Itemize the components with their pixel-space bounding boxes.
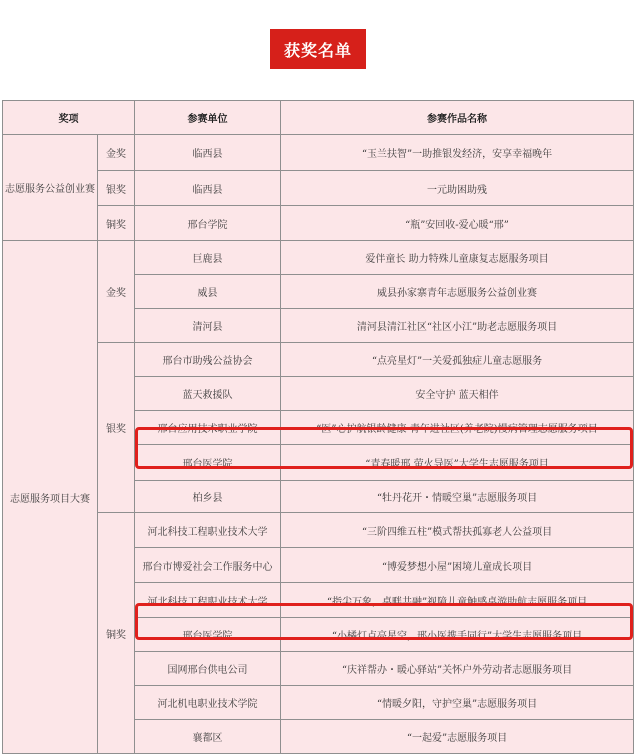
table-body <box>3 135 634 754</box>
work-cell: “庆祥帮办・暖心驿站”关怀户外劳动者志愿服务项目 <box>281 652 634 686</box>
work-cell: “瓶”安回收-爱心暖“邢” <box>281 206 634 241</box>
work-cell: 一元助困助残 <box>281 171 634 206</box>
unit-cell: 柏乡县 <box>135 481 281 513</box>
table-row <box>3 135 634 171</box>
award-level-cell: 铜奖 <box>98 513 135 754</box>
award-level-cell: 银奖 <box>98 171 135 206</box>
unit-cell: 河北机电职业技术学院 <box>135 686 281 720</box>
unit-cell: 临西县 <box>135 171 281 206</box>
work-cell: 清河县清江社区“社区小江”助老志愿服务项目 <box>281 309 634 343</box>
unit-cell: 河北科技工程职业技术大学 <box>135 583 281 618</box>
unit-cell: 蓝天救援队 <box>135 377 281 411</box>
work-cell: “指尖万象，桌畔共融”视障儿童触感桌游助航志愿服务项目 <box>281 583 634 618</box>
work-cell: “博爱梦想小屋”困境儿童成长项目 <box>281 548 634 583</box>
header-category: 奖项 <box>3 101 135 135</box>
unit-cell: 邢台医学院 <box>135 618 281 652</box>
table-row <box>3 171 634 206</box>
award-level-cell: 金奖 <box>98 135 135 171</box>
table-header-row <box>3 101 634 135</box>
unit-cell: 邢台市助残公益协会 <box>135 343 281 377</box>
unit-cell: 邢台学院 <box>135 206 281 241</box>
unit-cell: 襄都区 <box>135 720 281 754</box>
page-title: 获奖名单 <box>270 29 366 69</box>
unit-cell: 威县 <box>135 275 281 309</box>
unit-cell: 邢台应用技术职业学院 <box>135 411 281 445</box>
unit-cell: 巨鹿县 <box>135 241 281 275</box>
award-level-cell: 银奖 <box>98 343 135 513</box>
unit-cell: 邢台市博爱社会工作服务中心 <box>135 548 281 583</box>
table-row <box>3 513 634 548</box>
category-cell: 志愿服务公益创业赛 <box>3 135 98 241</box>
unit-cell: 国网邢台供电公司 <box>135 652 281 686</box>
work-cell: 安全守护 蓝天相伴 <box>281 377 634 411</box>
header-unit: 参赛单位 <box>135 101 281 135</box>
work-cell: “玉兰扶智”一助推银发经济，安享幸福晚年 <box>281 135 634 171</box>
awards-table <box>2 100 634 754</box>
work-cell: 威县孙家寨青年志愿服务公益创业赛 <box>281 275 634 309</box>
work-cell: “小橘灯点亮星空，邢小医携手同行”大学生志愿服务项目 <box>281 618 634 652</box>
category-cell: 志愿服务项目大赛 <box>3 241 98 754</box>
work-cell: “情暖夕阳，守护空巢”志愿服务项目 <box>281 686 634 720</box>
table-row <box>3 206 634 241</box>
unit-cell: 河北科技工程职业技术大学 <box>135 513 281 548</box>
work-cell: “一起爱”志愿服务项目 <box>281 720 634 754</box>
table-row <box>3 241 634 275</box>
table-row <box>3 343 634 377</box>
award-level-cell: 铜奖 <box>98 206 135 241</box>
work-cell: “三阶四维五柱”模式帮扶孤寡老人公益项目 <box>281 513 634 548</box>
award-level-cell: 金奖 <box>98 241 135 343</box>
work-cell: 爱伴童长 助力特殊儿童康复志愿服务项目 <box>281 241 634 275</box>
work-cell: “点亮星灯”一关爱孤独症儿童志愿服务 <box>281 343 634 377</box>
unit-cell: 临西县 <box>135 135 281 171</box>
unit-cell: 邢台医学院 <box>135 445 281 481</box>
work-cell: “医”心护航银龄健康-青年进社区(养老院)慢病管理志愿服务项目 <box>281 411 634 445</box>
work-cell: “牡丹花开・情暖空巢”志愿服务项目 <box>281 481 634 513</box>
unit-cell: 清河县 <box>135 309 281 343</box>
header-work: 参赛作品名称 <box>281 101 634 135</box>
work-cell: “青春暖邢 萤火导医”大学生志愿服务项目 <box>281 445 634 481</box>
